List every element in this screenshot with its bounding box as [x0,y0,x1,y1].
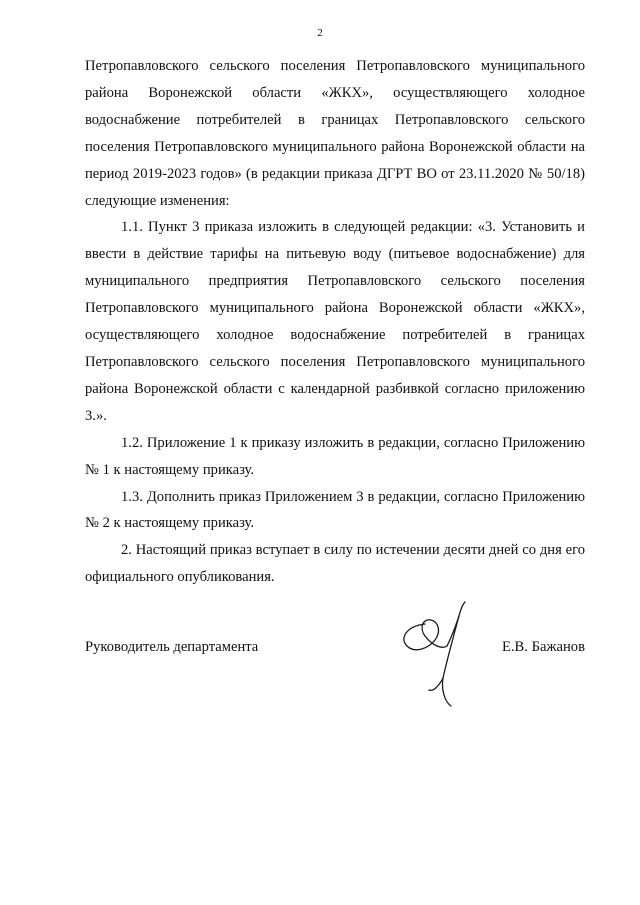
signatory-name: Е.В. Бажанов [501,639,585,655]
signatory-title: Руководитель департамента [85,639,259,655]
paragraph-intro-continuation: Петропавловского сельского поселения Петропавловского муниципального района Воронежской области «ЖКХ», осуществляющего холодное водоснабжение потребителей в границах Петропавловского сельского поселения Петропавловского муниципального района Воронежской области на период 2019-2023 годов» (в редакции приказа ДГРТ ВО от 23.11.2020 № 50/18) следующие изменения: [85,58,585,209]
paragraph-item-1-3: 1.3. Дополнить приказ Приложением 3 в редакции, согласно Приложению № 2 к настоящему приказу. [85,488,585,532]
document-body [85,53,585,591]
paragraph-item-2: 2. Настоящий приказ вступает в силу по истечении десяти дней со дня его официального опубликования. [85,542,585,586]
paragraph-item-1-1: 1.1. Пункт 3 приказа изложить в следующей редакции: «3. Установить и ввести в действие тарифы на питьевую воду (питьевое водоснабжение) для муниципального предприятия Петропавловского сельского поселения Петропавловского муниципального района Воронежской области «ЖКХ», осуществляющего холодное водоснабжение потребителей в границах Петропавловского сельского поселения Петропавловского муниципального района Воронежской области с календарной разбивкой согласно приложению 3.». [85,219,585,424]
signature-block [85,634,585,661]
paragraph-item-1-2: 1.2. Приложение 1 к приказу изложить в редакции, согласно Приложению № 1 к настоящему приказу. [85,434,585,478]
page-number: 2 [317,27,323,39]
handwritten-signature-icon [395,598,485,708]
